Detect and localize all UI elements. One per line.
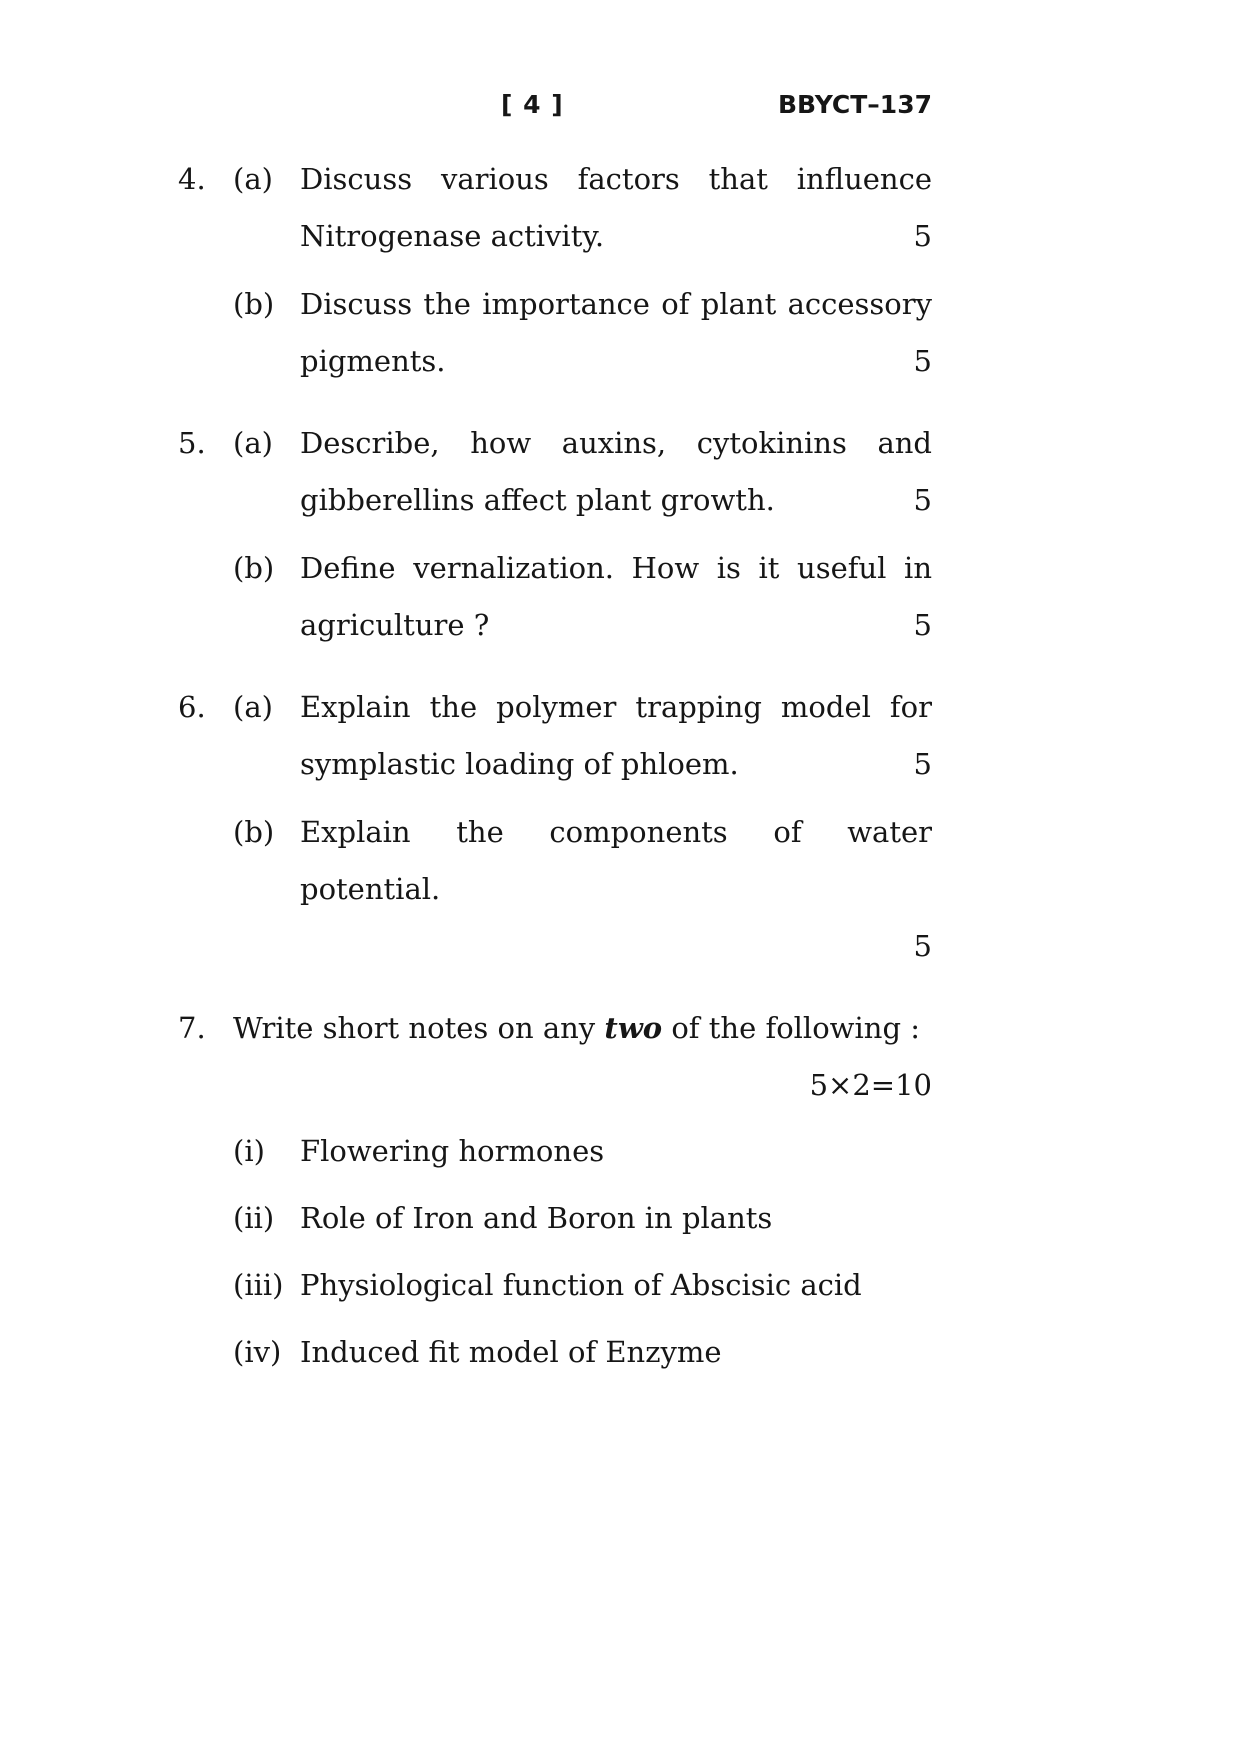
- part-body: [300, 540, 932, 654]
- marks-value: 5: [913, 483, 932, 517]
- subitem-ii: [233, 1190, 932, 1247]
- intro-text-before: Write short notes on any: [233, 1011, 605, 1045]
- question-part-6b: [233, 804, 932, 975]
- subitem-iii: [233, 1257, 932, 1314]
- part-text: Discuss the importance of plant accessory pigments.: [300, 287, 932, 378]
- marks-value: 5: [913, 344, 932, 378]
- question-number: 5.: [178, 426, 206, 460]
- part-text: Describe, how auxins, cytokinins and gibberellins affect plant growth.: [300, 426, 932, 517]
- question-body: [233, 151, 932, 401]
- question-number: 7.: [178, 1011, 206, 1045]
- question-part-4a: [233, 151, 932, 265]
- part-label: (b): [233, 287, 275, 321]
- intro-text-after: of the following :: [662, 1011, 920, 1045]
- question-intro: [233, 1000, 932, 1057]
- marks-value: 5: [913, 747, 932, 781]
- subitem-label: (iii): [233, 1268, 284, 1302]
- part-label: (b): [233, 815, 275, 849]
- part-body: [300, 151, 932, 265]
- question-7: [178, 1000, 932, 1391]
- question-part-6a: [233, 679, 932, 793]
- question-part-5a: [233, 415, 932, 529]
- subitem-label: (iv): [233, 1335, 282, 1369]
- subitem-text: Role of Iron and Boron in plants: [300, 1201, 773, 1235]
- question-number: 4.: [178, 162, 206, 196]
- marks-value: 5: [913, 219, 932, 253]
- part-text: Explain the polymer trapping model for symplastic loading of phloem.: [300, 690, 932, 781]
- part-label: (a): [233, 162, 273, 196]
- subitem-list: [233, 1123, 932, 1381]
- part-body: [300, 804, 932, 975]
- page-header: [178, 76, 932, 133]
- question-part-4b: [233, 276, 932, 390]
- subitem-i: [233, 1123, 932, 1180]
- part-body: [300, 415, 932, 529]
- question-4: [178, 151, 932, 401]
- subitem-label: (ii): [233, 1201, 275, 1235]
- part-label: (b): [233, 551, 275, 585]
- part-body: [300, 679, 932, 793]
- question-body: [233, 679, 932, 986]
- part-body: [300, 276, 932, 390]
- question-number: 6.: [178, 690, 206, 724]
- subitem-text: Flowering hormones: [300, 1134, 605, 1168]
- subitem-text: Induced fit model of Enzyme: [300, 1335, 722, 1369]
- marks-value: 5×2=10: [809, 1068, 932, 1102]
- intro-emphasis: two: [604, 1011, 663, 1045]
- marks-value: 5: [913, 608, 932, 642]
- question-body: [233, 415, 932, 665]
- part-text: Discuss various factors that influence Nitrogenase activity.: [300, 162, 932, 253]
- subitem-label: (i): [233, 1134, 265, 1168]
- question-body: [233, 1000, 932, 1391]
- marks-value: 5: [913, 929, 932, 963]
- subitem-iv: [233, 1324, 932, 1381]
- part-label: (a): [233, 690, 273, 724]
- page-number: [ 4 ]: [501, 90, 564, 119]
- part-text: Define vernalization. How is it useful in agriculture ?: [300, 551, 932, 642]
- paper-code: BBYCT–137: [777, 90, 932, 119]
- part-label: (a): [233, 426, 273, 460]
- question-part-5b: [233, 540, 932, 654]
- part-text: Explain the components of water potential.: [300, 815, 932, 906]
- question-5: [178, 415, 932, 665]
- question-6: [178, 679, 932, 986]
- subitem-text: Physiological function of Abscisic acid: [300, 1268, 862, 1302]
